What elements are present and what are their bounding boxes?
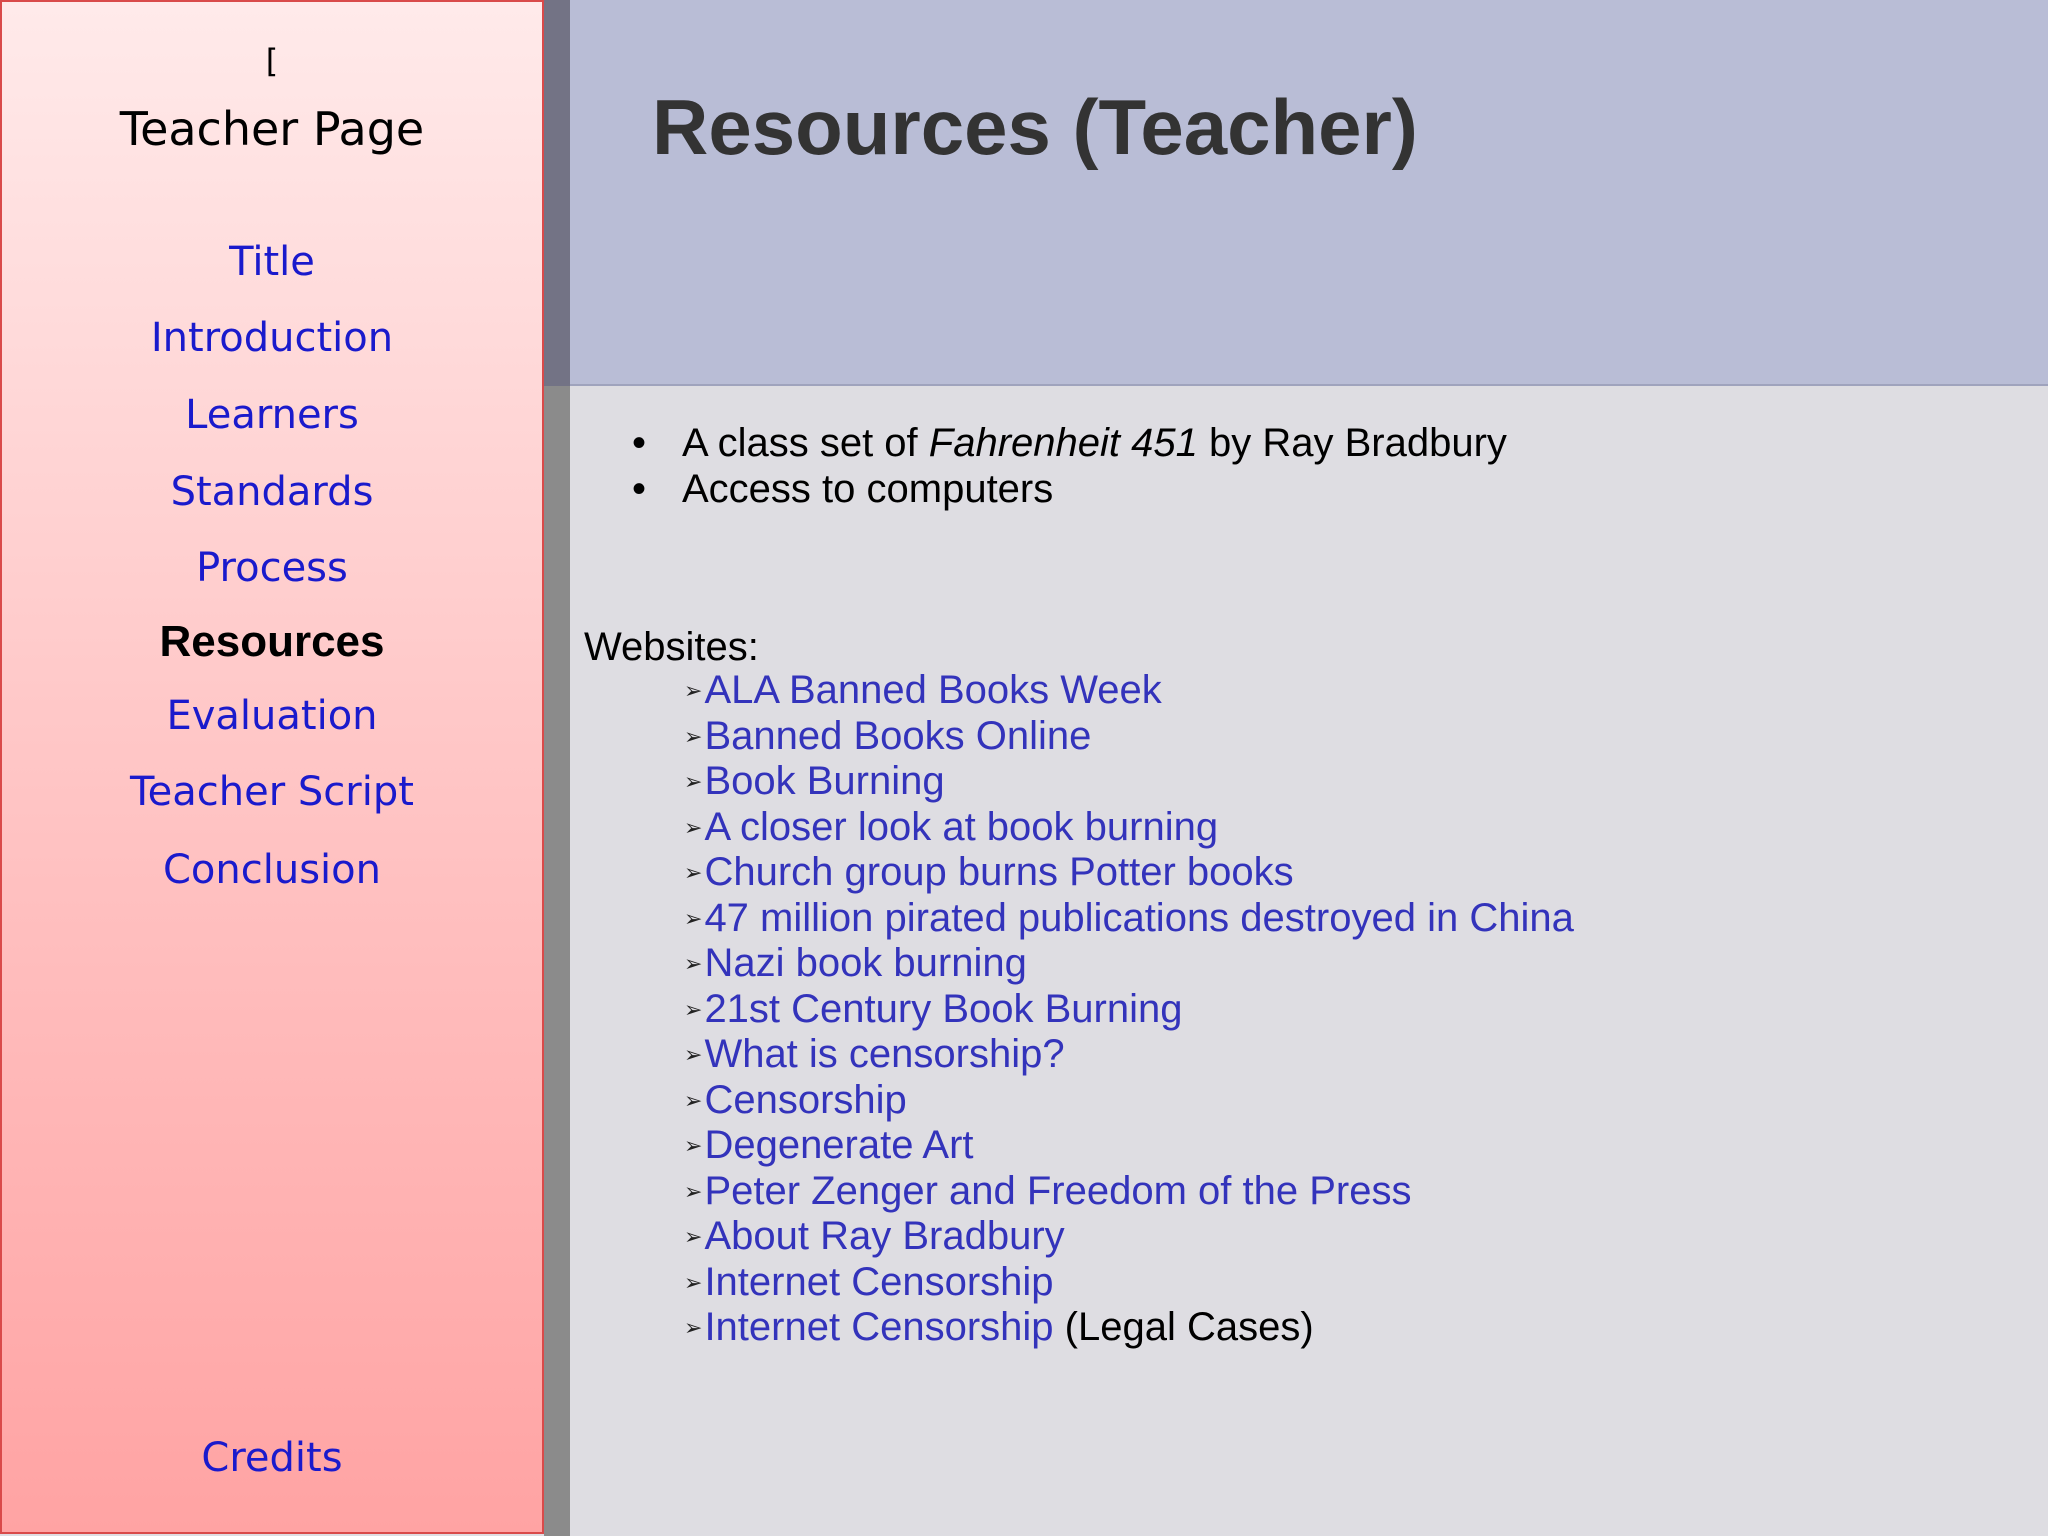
website-link-note: (Legal Cases) <box>1053 1305 1314 1349</box>
nav-link-standards[interactable]: Standards <box>170 469 374 515</box>
nav-link-credits[interactable]: Credits <box>201 1435 343 1481</box>
website-list-item <box>684 941 1574 987</box>
website-link[interactable]: A closer look at book burning <box>704 804 1219 849</box>
website-list-item <box>684 896 1574 942</box>
nav-link-process[interactable]: Process <box>196 545 348 591</box>
arrow-bullet-icon: ➢ <box>684 1269 703 1295</box>
arrow-bullet-icon: ➢ <box>684 1087 703 1113</box>
nav-link-title[interactable]: Title <box>229 239 315 285</box>
arrow-bullet-icon: ➢ <box>684 860 703 885</box>
divider-top <box>544 0 570 386</box>
materials-list <box>632 420 1507 512</box>
websites-label: Websites: <box>584 625 759 669</box>
arrow-bullet-icon: ➢ <box>684 769 703 794</box>
arrow-bullet-icon: ➢ <box>684 996 703 1022</box>
website-list-item <box>684 805 1574 851</box>
website-link[interactable]: What is censorship? <box>704 1032 1065 1076</box>
arrow-bullet-icon: ➢ <box>684 951 703 976</box>
book-title: Fahrenheit 451 <box>928 421 1198 465</box>
nav-link-evaluation[interactable]: Evaluation <box>166 693 378 739</box>
arrow-bullet-icon: ➢ <box>684 678 703 703</box>
nav-link-conclusion[interactable]: Conclusion <box>163 847 381 893</box>
arrow-bullet-icon: ➢ <box>684 1042 703 1067</box>
website-link[interactable]: Internet Censorship <box>704 1259 1054 1304</box>
sidebar-title: Teacher Page <box>119 102 425 156</box>
website-list-item <box>684 987 1574 1033</box>
website-link[interactable]: Censorship <box>704 1077 907 1122</box>
website-link[interactable]: 21st Century Book Burning <box>704 986 1183 1031</box>
website-link[interactable]: About Ray Bradbury <box>704 1214 1065 1258</box>
list-item <box>632 466 1507 512</box>
bullet-prefix: A class set of <box>682 421 929 465</box>
page-title: Resources (Teacher) <box>652 83 1418 171</box>
nav-link-teacher-script[interactable]: Teacher Script <box>130 769 414 815</box>
website-link[interactable]: Degenerate Art <box>704 1123 974 1167</box>
arrow-bullet-icon: ➢ <box>684 1178 703 1204</box>
website-list-item <box>684 850 1574 896</box>
website-link[interactable]: Peter Zenger and Freedom of the Press <box>704 1168 1412 1213</box>
sidebar <box>0 0 544 1534</box>
list-item <box>632 420 1507 466</box>
sidebar-bracket: [ <box>265 42 279 80</box>
website-list-item <box>684 1214 1574 1260</box>
website-link[interactable]: Banned Books Online <box>704 713 1092 758</box>
nav-link-introduction[interactable]: Introduction <box>150 315 394 361</box>
website-link[interactable]: Internet Censorship <box>704 1305 1054 1349</box>
website-link[interactable]: Nazi book burning <box>704 941 1027 985</box>
websites-list <box>684 668 1574 1351</box>
website-list-item <box>684 759 1574 805</box>
arrow-bullet-icon: ➢ <box>684 905 703 931</box>
website-list-item <box>684 1260 1574 1306</box>
website-list-item <box>684 1123 1574 1169</box>
bullet-suffix: by Ray Bradbury <box>1197 421 1507 465</box>
arrow-bullet-icon: ➢ <box>684 814 703 840</box>
website-link[interactable]: ALA Banned Books Week <box>704 668 1162 712</box>
website-link[interactable]: Book Burning <box>704 759 945 803</box>
website-list-item <box>684 1305 1574 1351</box>
website-link[interactable]: Church group burns Potter books <box>704 850 1294 894</box>
bullet-prefix: Access to computers <box>682 467 1054 511</box>
website-list-item <box>684 1032 1574 1078</box>
content-area <box>570 386 2048 1536</box>
header-band <box>570 0 2048 386</box>
website-list-item <box>684 1078 1574 1124</box>
divider-bottom <box>544 386 570 1536</box>
arrow-bullet-icon: ➢ <box>684 1224 703 1249</box>
website-list-item <box>684 714 1574 760</box>
website-link[interactable]: 47 million pirated publications destroyed in China <box>704 895 1574 940</box>
nav-link-learners[interactable]: Learners <box>185 392 359 438</box>
website-list-item <box>684 668 1574 714</box>
arrow-bullet-icon: ➢ <box>684 1315 703 1340</box>
arrow-bullet-icon: ➢ <box>684 1133 703 1158</box>
arrow-bullet-icon: ➢ <box>684 723 703 749</box>
nav-link-resources-current: Resources <box>159 617 385 666</box>
website-list-item <box>684 1169 1574 1215</box>
